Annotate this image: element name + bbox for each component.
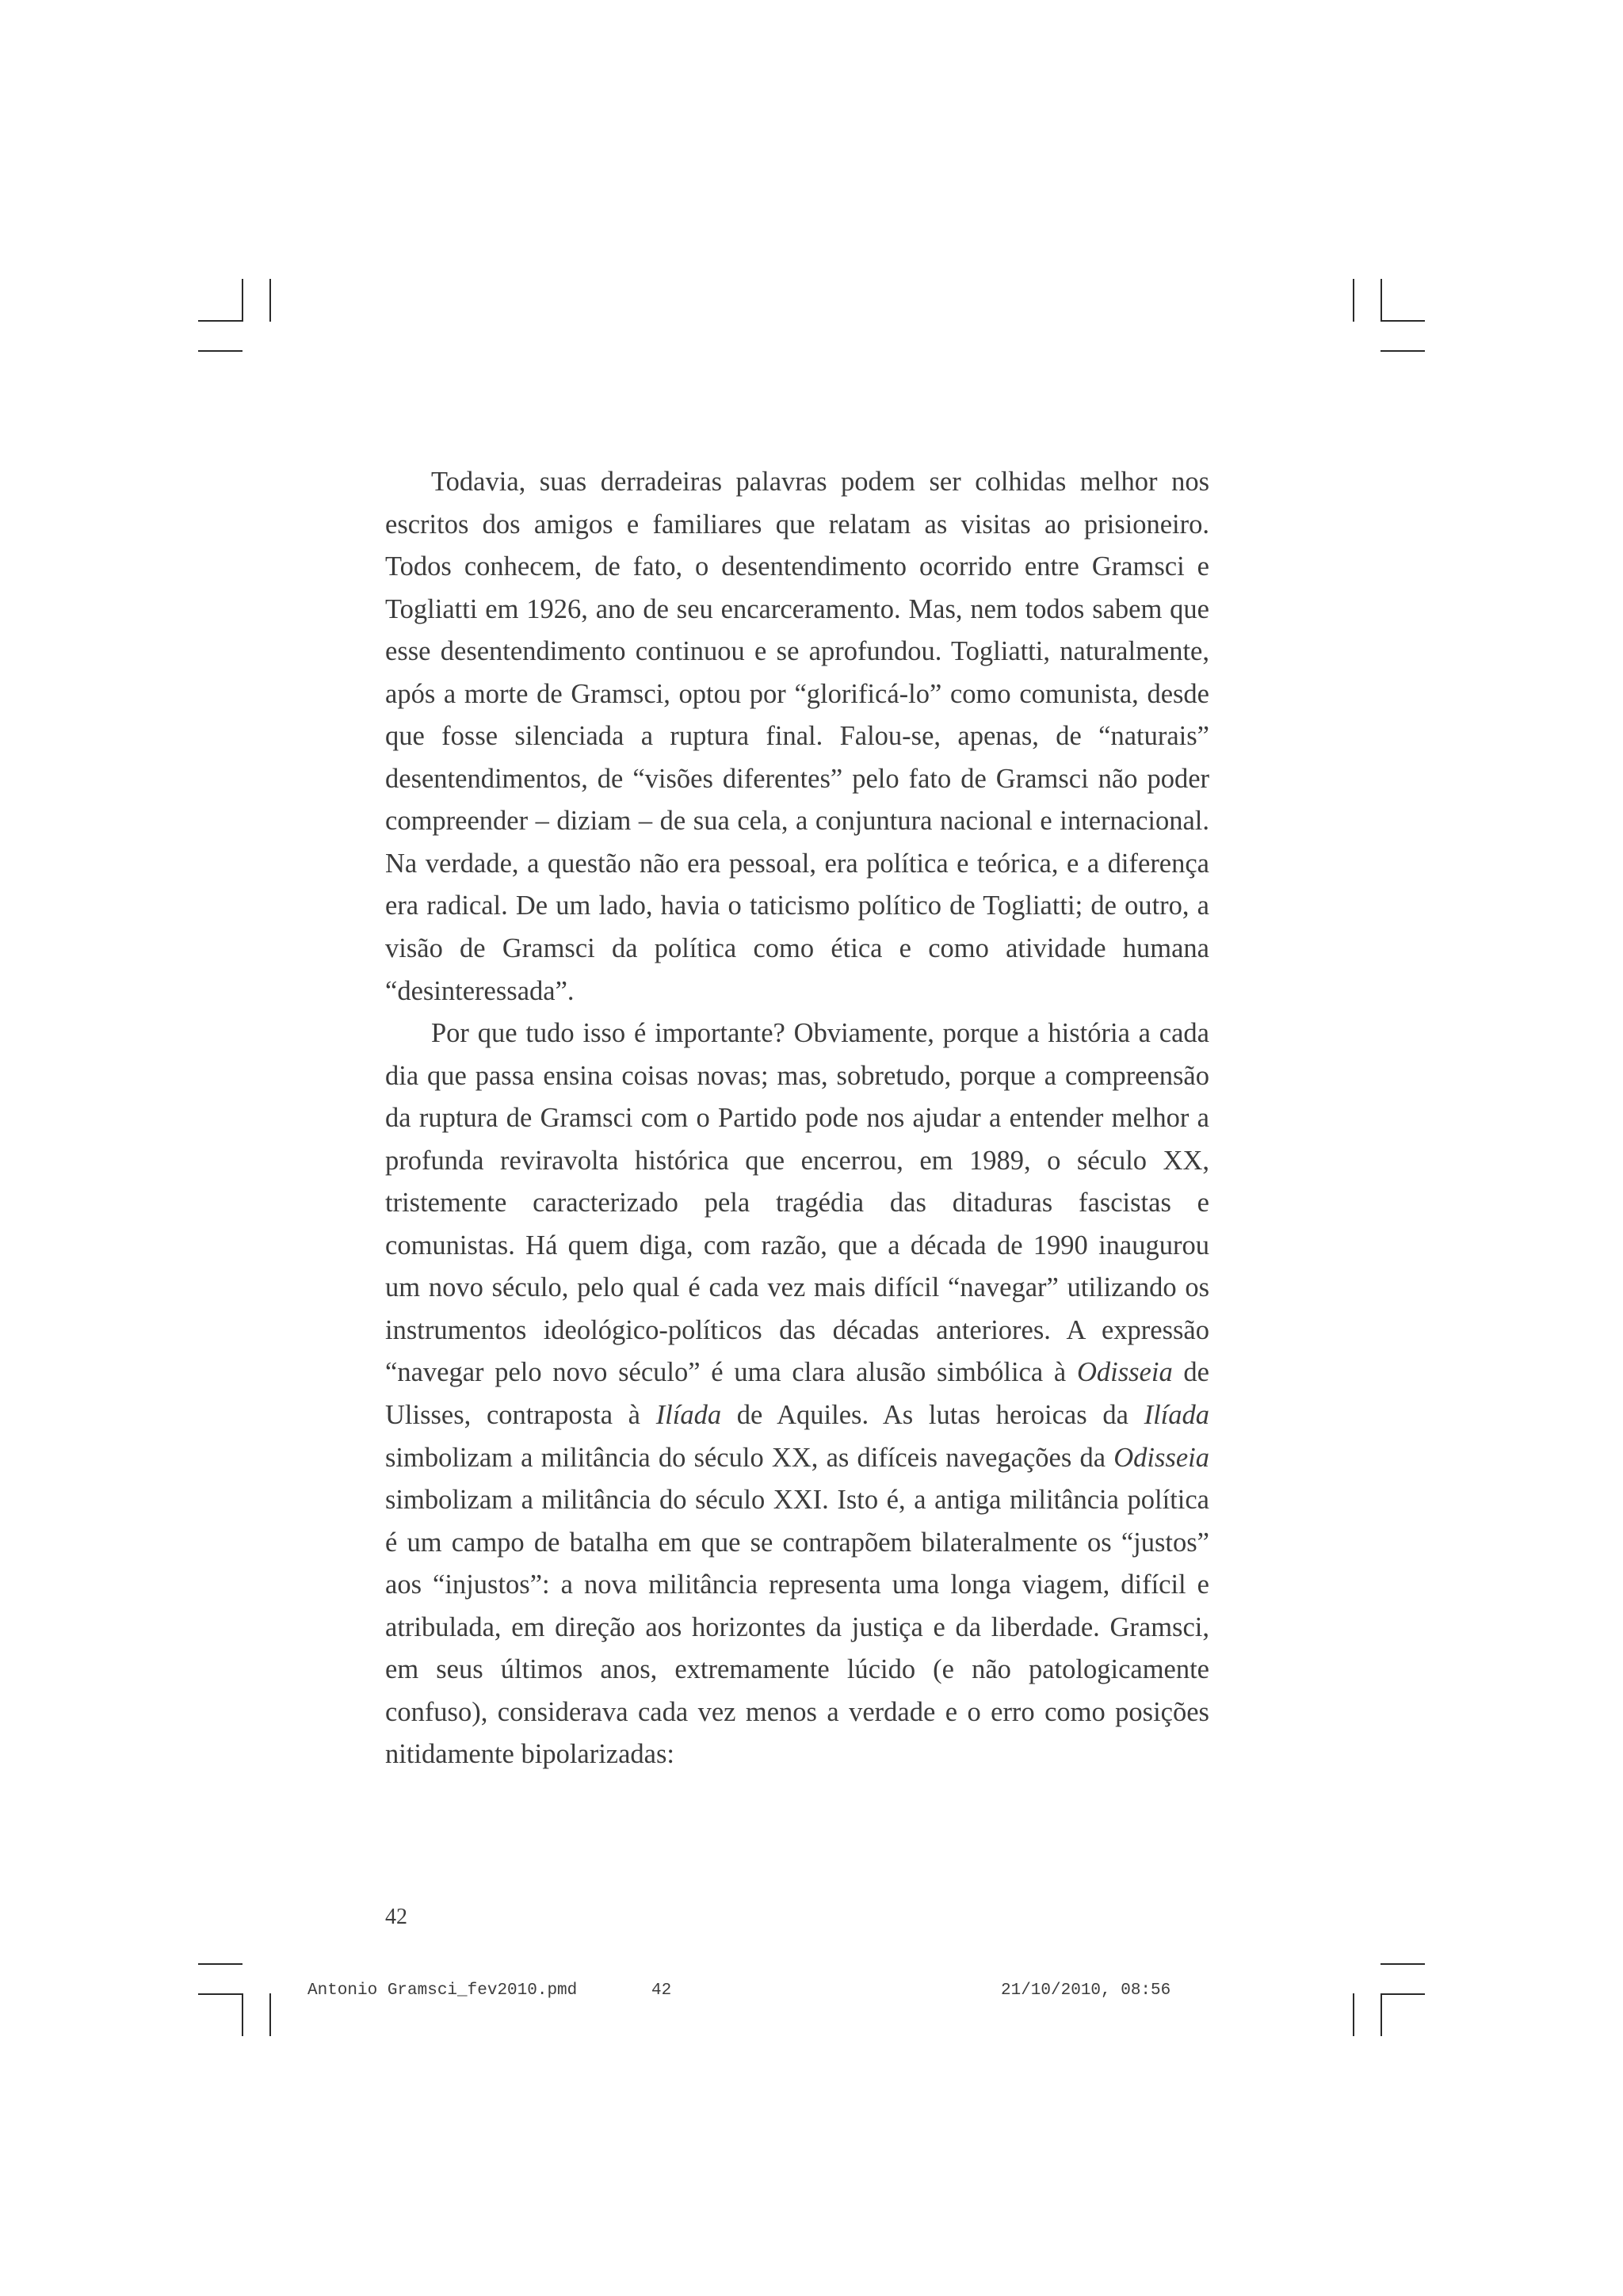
text-segment: de Aquiles. As lutas heroicas da — [721, 1400, 1144, 1431]
crop-mark — [1381, 350, 1425, 352]
crop-mark — [1381, 1993, 1382, 2036]
italic-text: Odisseia — [1113, 1442, 1209, 1473]
crop-mark — [269, 1993, 271, 2036]
paragraph — [385, 1013, 1209, 1776]
text-segment: Todavia, suas derradeiras palavras podem ser colhidas melhor nos escritos dos amigos e familiares que relatam as visitas ao prisioneiro. Todos conhecem, de fato, o desentendimento ocorrido entre Gramsci e Togliatti em 1926, ano de seu encarceramento. Mas, nem todos sabem que esse desentendimento continuou e se aprofundou. Togliatti, naturalmente, após a morte de Gramsci, optou por “glorificá-lo” como comunista, desde que fosse silenciada a ruptura final. Falou-se, apenas, de “naturais” desentendimentos, de “visões diferentes” pelo fato de Gramsci não poder compreender – diziam – de sua cela, a conjuntura nacional e internacional. Na verdade, a questão não era pessoal, era política e teórica, e a diferença era radical. De um lado, havia o taticismo político de Togliatti; de outro, a visão de Gramsci da política como ética e como atividade humana “desinteressada”. — [385, 467, 1209, 1006]
text-segment: simbolizam a militância do século XX, as difíceis navegações da — [385, 1442, 1114, 1473]
text-segment: simbolizam a militância do século XXI. Isto é, a antiga militância política é um campo de batalha em que se contrapõem bilateralmente os “justos” aos “injustos”: a nova militância representa uma longa viagem, difícil e atribulada, em direção aos horizontes da justiça e da liberdade. Gramsci, em seus últimos anos, extremamente lúcido (e não patologicamente confuso), considerava cada vez menos a verdade e o erro como posições nitidamente bipolarizadas: — [385, 1485, 1209, 1770]
crop-mark — [198, 1963, 242, 1965]
crop-mark — [1353, 1993, 1354, 2036]
crop-mark — [242, 279, 243, 322]
text-segment: Por que tudo isso é importante? Obviamente, porque a história a cada dia que passa ensina coisas novas; mas, sobretudo, porque a compreensão da ruptura de Gramsci com o Partido pode nos ajudar a entender melhor a profunda reviravolta histórica que encerrou, em 1989, o século XX, tristemente caracterizado pela tragédia das ditaduras fascistas e comunistas. Há quem diga, com razão, que a década de 1990 inaugurou um novo século, pelo qual é cada vez mais difícil “navegar” utilizando os instrumentos ideológico-políticos das décadas anteriores. A expressão “navegar pelo novo século” é uma clara alusão simbólica à — [385, 1018, 1209, 1388]
text-segment: de Ulisses, contraposta à — [385, 1357, 1209, 1431]
crop-mark — [1381, 320, 1425, 322]
crop-mark — [1381, 1963, 1425, 1965]
crop-mark — [1353, 279, 1354, 322]
paragraph — [385, 461, 1209, 1013]
crop-mark — [198, 350, 242, 352]
crop-mark — [1381, 1993, 1425, 1995]
italic-text: Ilíada — [1144, 1400, 1209, 1431]
crop-mark — [1381, 279, 1382, 322]
italic-text: Ilíada — [655, 1400, 722, 1431]
slug-filename: Antonio Gramsci_fev2010.pmd — [307, 1981, 578, 2000]
crop-mark — [242, 1993, 243, 2036]
crop-mark — [198, 1993, 242, 1995]
crop-mark — [269, 279, 271, 322]
italic-text: Odisseia — [1076, 1357, 1173, 1388]
page-number: 42 — [385, 1905, 407, 1929]
crop-mark — [198, 320, 242, 322]
slug-page: 42 — [651, 1981, 672, 2000]
slug-timestamp: 21/10/2010, 08:56 — [1001, 1981, 1171, 2000]
body-text — [385, 461, 1209, 1776]
